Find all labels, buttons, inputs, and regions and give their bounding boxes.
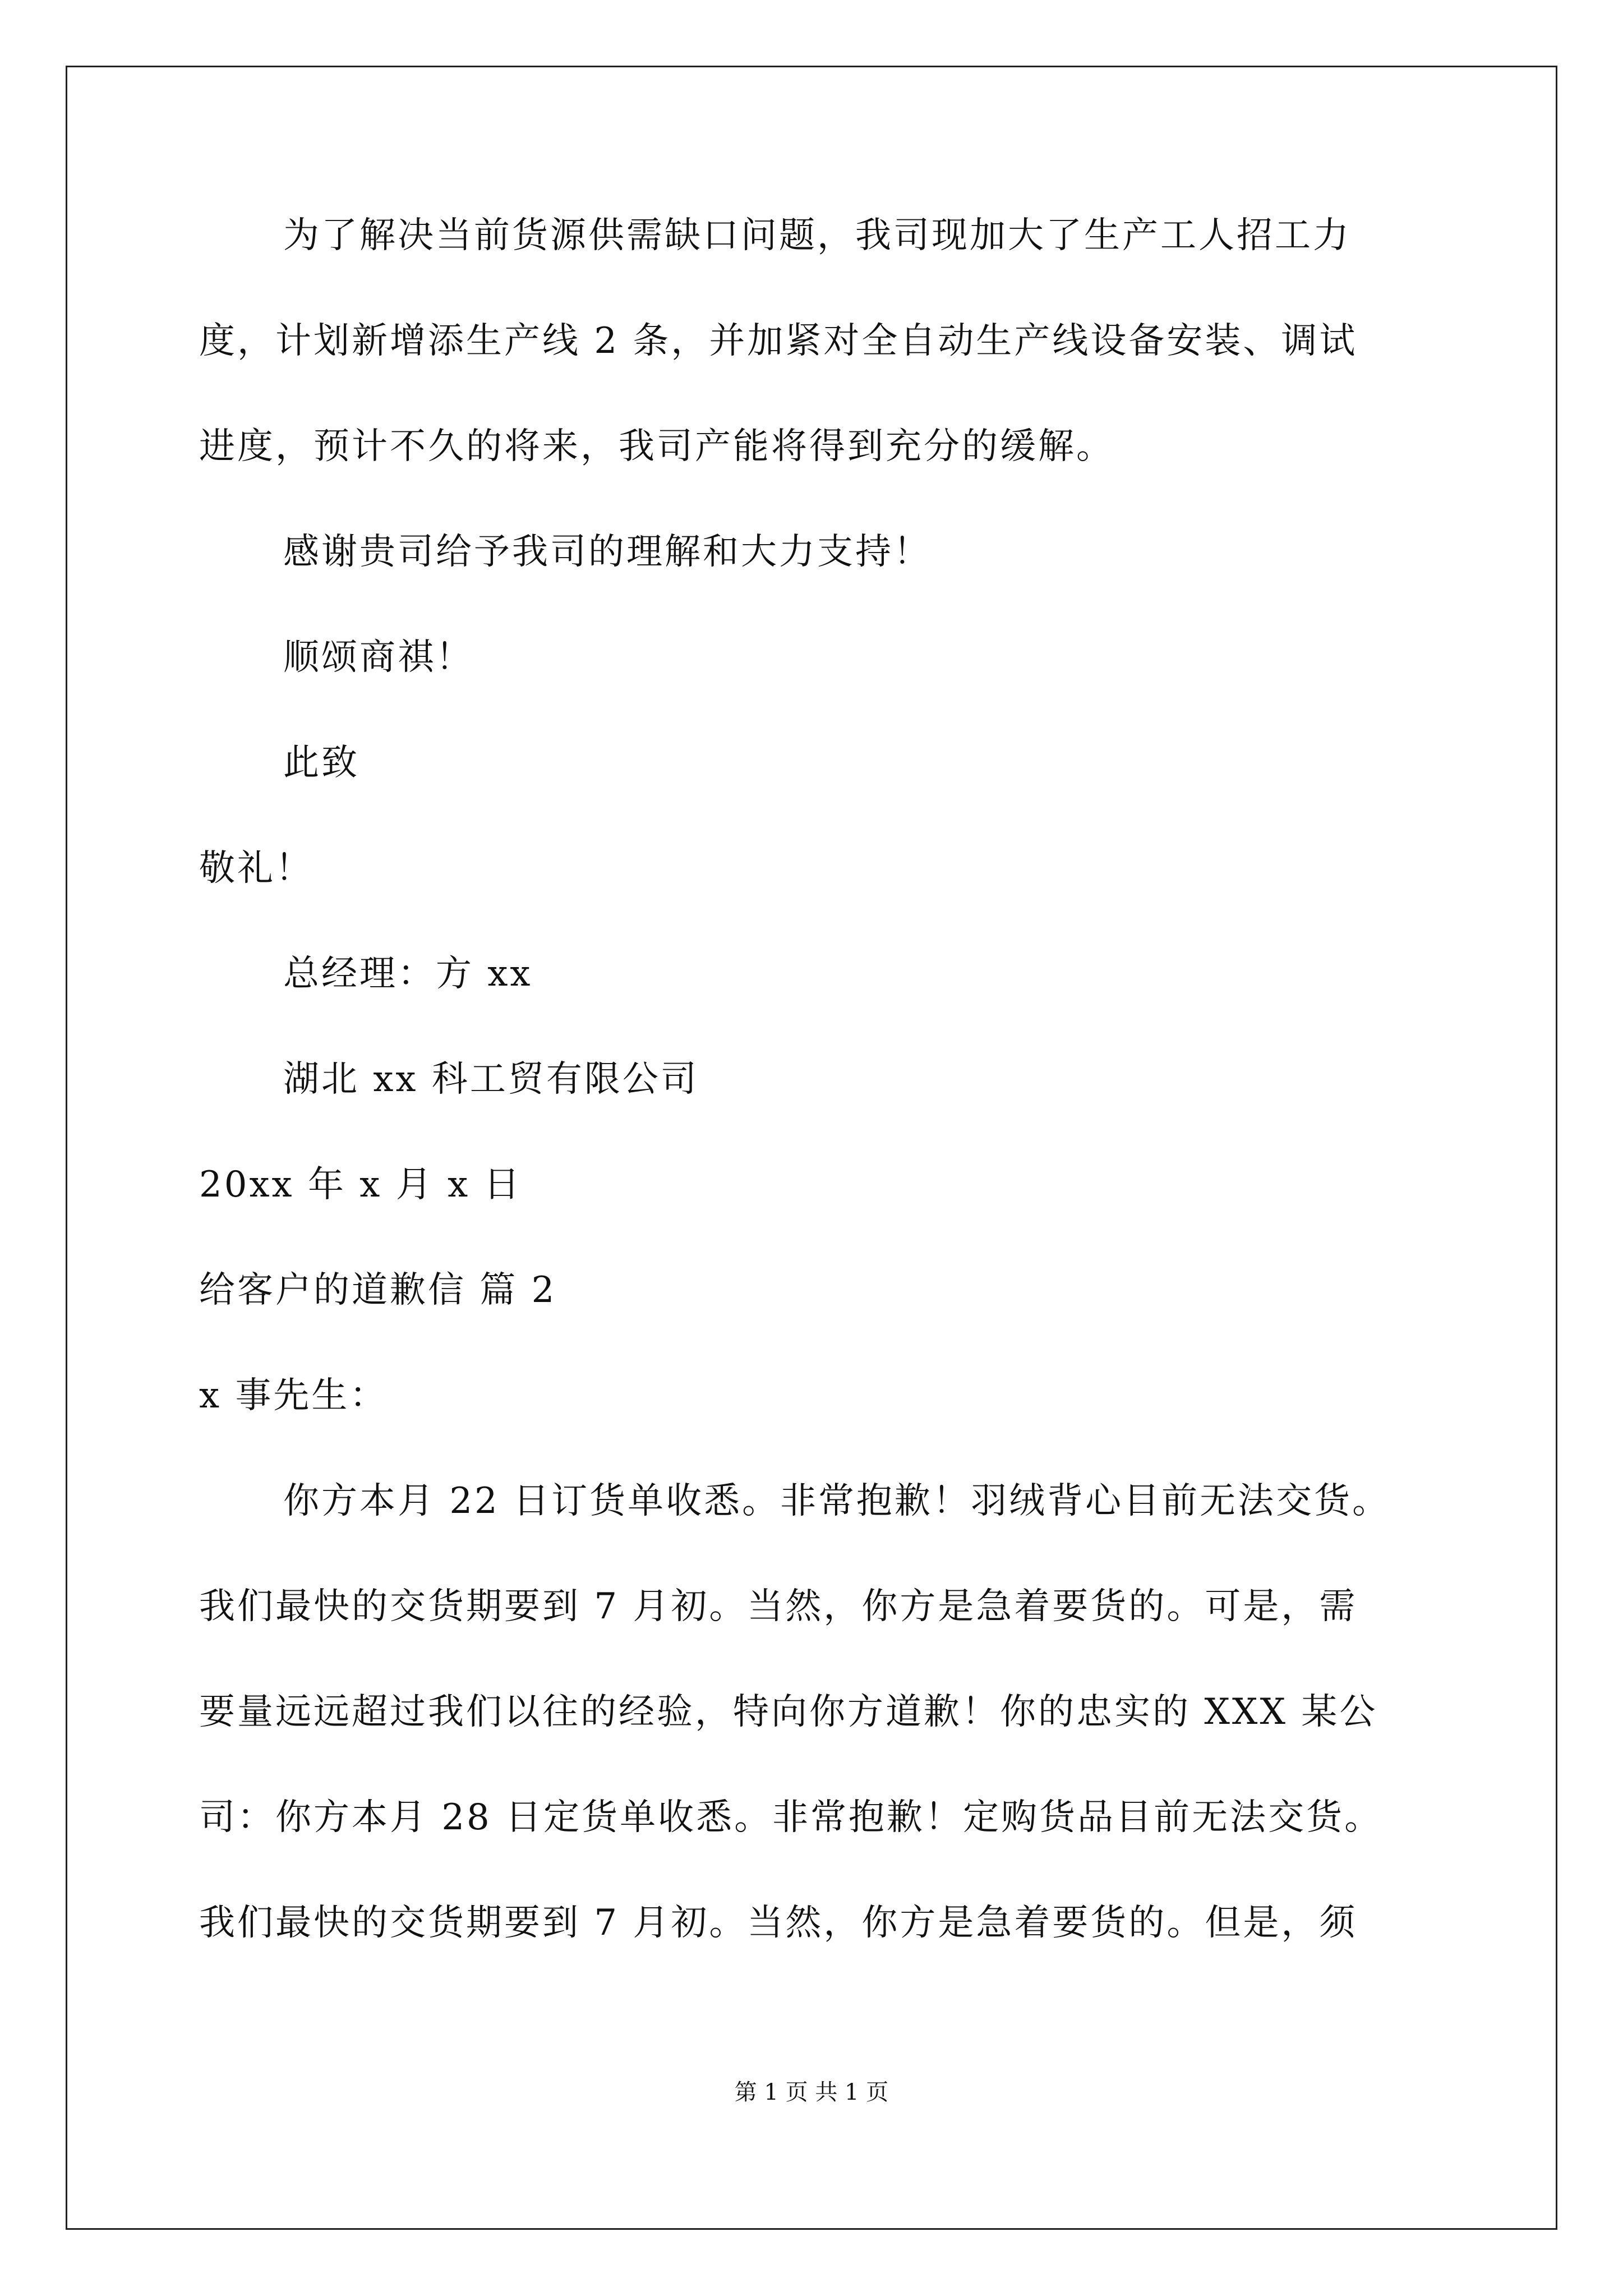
- paragraph-line: 度，计划新增添生产线 2 条，并加紧对全自动生产线设备安装、调试: [199, 320, 1358, 362]
- paragraph-line: 我们最快的交货期要到 7 月初。当然，你方是急着要货的。可是，需: [199, 1586, 1358, 1627]
- paragraph-line: 我们最快的交货期要到 7 月初。当然，你方是急着要货的。但是，须: [199, 1902, 1358, 1944]
- thanks-line: 感谢贵司给予我司的理解和大力支持！: [283, 531, 932, 573]
- section-heading: 给客户的道歉信 篇 2: [199, 1269, 557, 1311]
- paragraph-line: 要量远远超过我们以往的经验，特向你方道歉！你的忠实的 XXX 某公: [199, 1691, 1378, 1733]
- page-number-footer: 第 1 页 共 1 页: [734, 2079, 889, 2105]
- paragraph-line: 你方本月 22 日订货单收悉。非常抱歉！羽绒背心目前无法交货。: [283, 1480, 1391, 1522]
- signature-manager: 总经理：方 xx: [283, 953, 533, 995]
- closing-line: 此致: [283, 742, 359, 784]
- paragraph-line: 进度，预计不久的将来，我司产能将得到充分的缓解。: [199, 426, 1114, 467]
- paragraph-line: 司：你方本月 28 日定货单收悉。非常抱歉！定购货品目前无法交货。: [199, 1797, 1383, 1838]
- signature-company: 湖北 xx 科工贸有限公司: [283, 1059, 699, 1100]
- letter-date: 20xx 年 x 月 x 日: [199, 1164, 522, 1205]
- paragraph-line: 为了解决当前货源供需缺口问题，我司现加大了生产工人招工力: [283, 215, 1351, 256]
- salute-line: 敬礼！: [199, 848, 313, 889]
- salutation-line: x 事先生：: [199, 1375, 388, 1416]
- document-body: [199, 213, 1467, 2006]
- greeting-line: 顺颂商祺！: [283, 637, 474, 678]
